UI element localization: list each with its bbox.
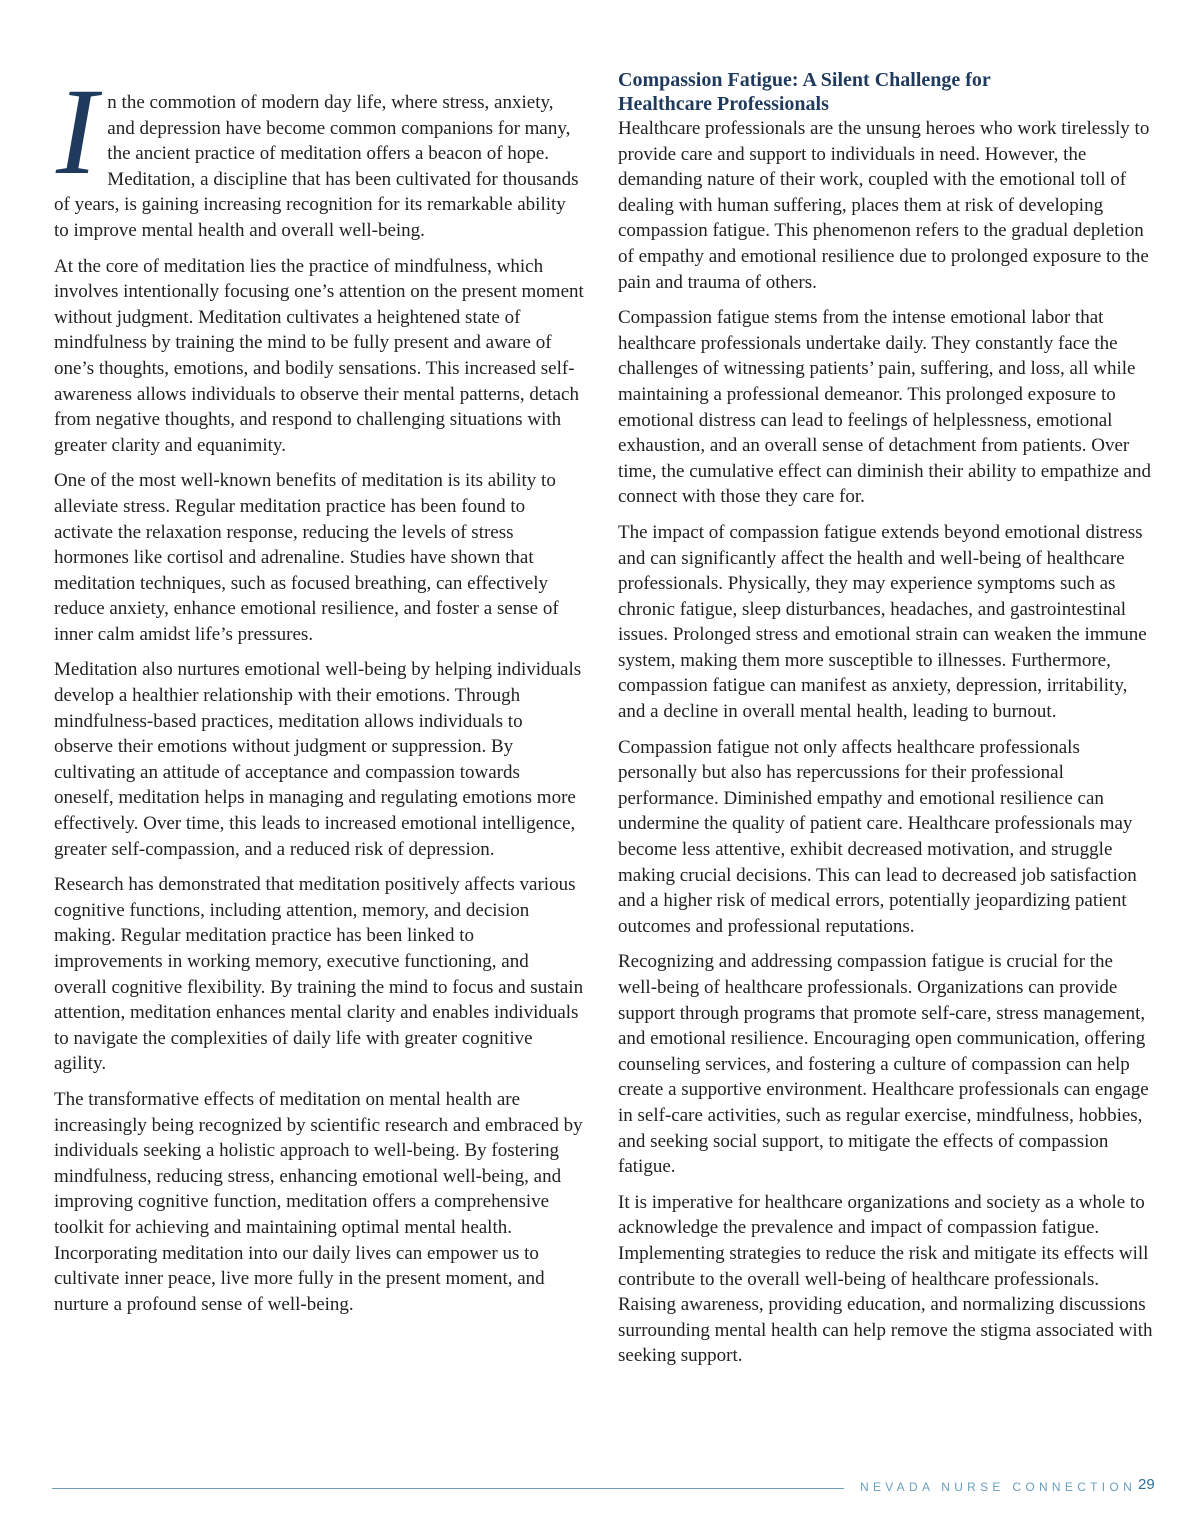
intro-paragraph [54,63,584,244]
body-paragraph: The transformative effects of meditation on mental health are increasingly being recognized by scientific research and embraced by individuals seeking a holistic approach to well-being. By fostering mindfulness, reducing stress, enhancing emotional well-being, and improving cognitive function, meditation offers a comprehensive toolkit for achieving and maintaining optimal mental health. Incorporating meditation into our daily lives can empower us to cultivate inner peace, live more fully in the present moment, and nurture a profound sense of well-being. [54,1088,583,1315]
article-heading-line-2: Healthcare Professionals [618,93,829,115]
body-paragraph: One of the most well-known benefits of meditation is its ability to alleviate stress. Regular meditation practice has been found to activate the relaxation response, reducing the levels of stress hormones like cortisol and adrenaline. Studies have shown that meditation techniques, such as focused breathing, can effectively reduce anxiety, enhance emotional resilience, and foster a sense of inner calm amidst life’s pressures. [54,470,559,645]
body-paragraph: Meditation also nurtures emotional well-being by helping individuals develop a healthier relationship with their emotions. Through mindfulness-based practices, meditation allows individuals to observe their emotions without judgment or suppression. By cultivating an attitude of acceptance and compassion towards oneself, meditation helps in managing and regulating emotions more effectively. Over time, this leads to increased emotional intelligence, greater self-compassion, and a reduced risk of depression. [54,659,582,860]
body-paragraph: Compassion fatigue not only affects healthcare professionals personally but also has repercussions for their professional performance. Diminished empathy and emotional resilience can undermine the quality of patient care. Healthcare professionals may become less attentive, exhibit decreased motivation, and struggle making crucial decisions. This can lead to decreased job satisfaction and a higher risk of medical errors, potentially jeopardizing patient outcomes and professional reputations. [618,736,1137,937]
page-number: 29 [1138,1476,1155,1493]
body-paragraph: Healthcare professionals are the unsung heroes who work tirelessly to provide care and support to individuals in need. However, the demanding nature of their work, coupled with the emotional toll of dealing with human suffering, places them at risk of developing compassion fatigue. This phenomenon refers to the gradual depletion of empathy and emotional resilience due to prolonged exposure to the pain and trauma of others. [618,118,1150,293]
footer-rule [52,1488,844,1489]
left-column [54,63,584,1327]
article-heading [618,68,1153,116]
right-column [618,68,1153,1379]
body-paragraph: At the core of meditation lies the practice of mindfulness, which involves intentionally focusing one’s attention on the present moment without judgment. Meditation cultivates a heightened state of mindfulness by training the mind to be fully present and aware of one’s thoughts, emotions, and bodily sensations. This increased self-awareness allows individuals to observe their mental patterns, detach from negative thoughts, and respond to challenging situations with greater clarity and equanimity. [54,255,584,456]
body-paragraph: It is imperative for healthcare organizations and society as a whole to acknowledge the prevalence and impact of compassion fatigue. Implementing strategies to reduce the risk and mitigate its effects will contribute to the overall well-being of healthcare professionals. Raising awareness, providing education, and normalizing discussions surrounding mental health can help remove the stigma associated with seeking support. [618,1191,1153,1367]
intro-text: n the commotion of modern day life, where stress, anxiety, and depression have become common companions for many, the ancient practice of meditation offers a beacon of hope. Meditation, a discipline that has been cultivated for thousands of years, is gaining increasing recognition for its remarkable ability to improve mental health and overall well-being. [54,92,579,241]
article-heading-line-1: Compassion Fatigue: A Silent Challenge for [618,69,991,91]
drop-cap: I [56,63,98,200]
body-paragraph: The impact of compassion fatigue extends beyond emotional distress and can significantly affect the health and well-being of healthcare professionals. Physically, they may experience symptoms such as chronic fatigue, sleep disturbances, headaches, and gastrointestinal issues. Prolonged stress and emotional strain can weaken the immune system, making them more susceptible to illnesses. Furthermore, compassion fatigue can manifest as anxiety, depression, irritability, and a decline in overall mental health, leading to burnout. [618,521,1147,723]
publication-title: NEVADA NURSE CONNECTION [860,1480,1137,1494]
body-paragraph: Research has demonstrated that meditation positively affects various cognitive functions, including attention, memory, and decision making. Regular meditation practice has been linked to improvements in working memory, executive functioning, and overall cognitive flexibility. By training the mind to focus and sustain attention, meditation enhances mental clarity and enables individuals to navigate the complexities of daily life with greater cognitive agility. [54,874,584,1075]
body-paragraph: Compassion fatigue stems from the intense emotional labor that healthcare professionals undertake daily. They constantly face the challenges of witnessing patients’ pain, suffering, and loss, all while maintaining a professional demeanor. This prolonged exposure to emotional distress can lead to feelings of helplessness, emotional exhaustion, and an overall sense of detachment from patients. Over time, the cumulative effect can diminish their ability to empathize and connect with those they care for. [618,307,1152,508]
body-paragraph: Recognizing and addressing compassion fatigue is crucial for the well-being of healthcare professionals. Organizations can provide support through programs that promote self-care, stress management, and emotional resilience. Encouraging open communication, offering counseling services, and fostering a culture of compassion can help create a supportive environment. Healthcare professionals can engage in self-care activities, such as regular exercise, mindfulness, hobbies, and seeking social support, to mitigate the effects of compassion fatigue. [618,951,1149,1178]
